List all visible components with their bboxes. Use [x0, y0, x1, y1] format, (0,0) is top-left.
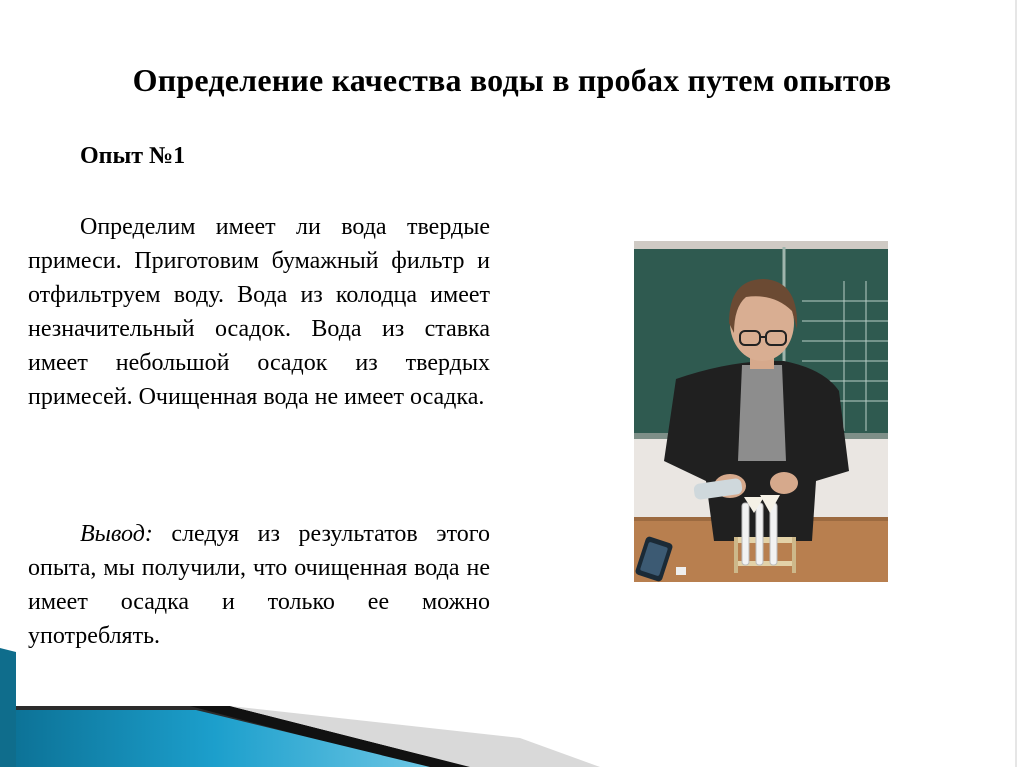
slide-title: Определение качества воды в пробах путем опытов [132, 62, 892, 98]
experiment-description: Определим имеет ли вода твердые примеси. Приготовим бумажный фильтр и отфильтруем воду. Вода из колодца имеет незначительный осадок. Вода из ставка имеет небольшой осадок из твердых примесей. Очищенная вода не имеет осадка. [28, 214, 490, 410]
deco-left-strip [0, 648, 16, 767]
experiment-photo [634, 241, 888, 582]
conclusion-label: Вывод: [80, 521, 153, 547]
conclusion-paragraph [28, 517, 490, 653]
conclusion-text: следуя из результатов этого опыта, мы получили, что очищенная вода не имеет осадка и только ее можно употреблять. [28, 521, 490, 649]
experiment-heading: Опыт №1 [80, 143, 186, 169]
experiment-photo-image [634, 241, 888, 582]
